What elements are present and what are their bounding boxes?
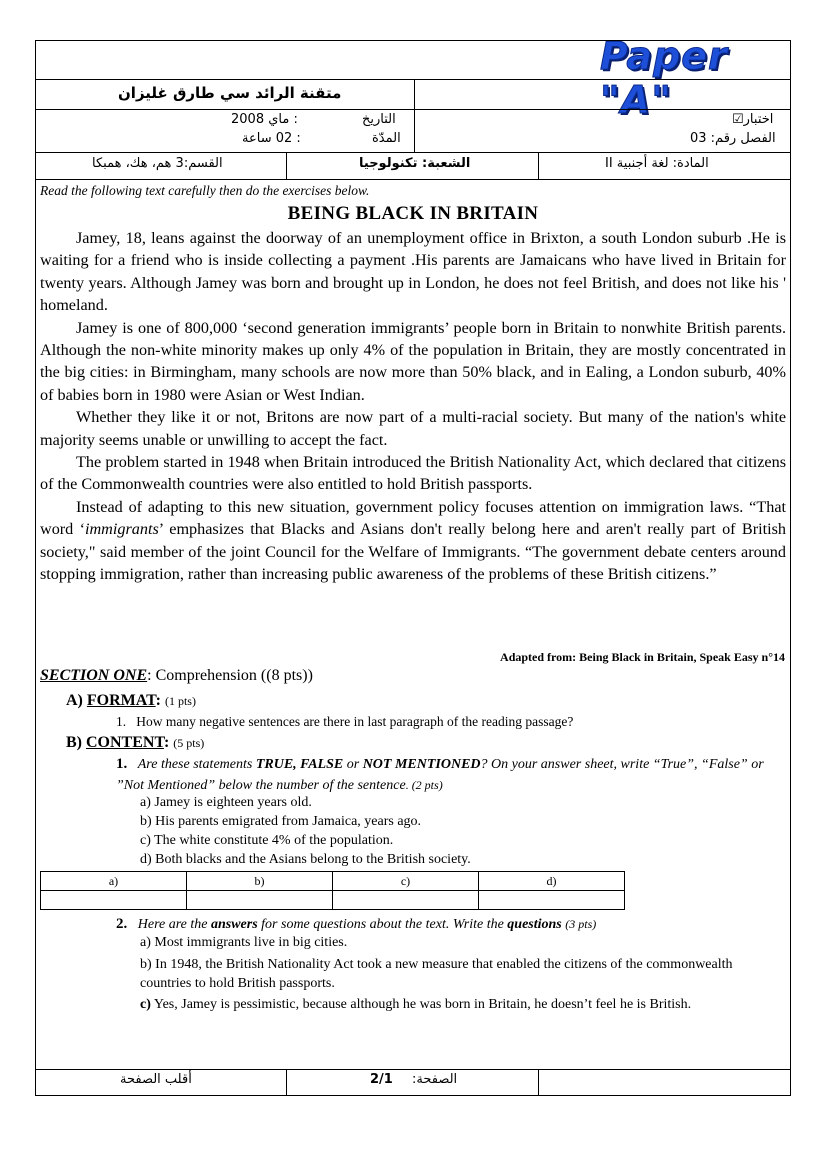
question-number: 1. — [116, 756, 128, 772]
section-one-heading — [40, 667, 313, 685]
exam-type-label: اختبار — [743, 112, 774, 127]
format-heading: A) FORMAT: (1 pts) — [66, 692, 196, 709]
paragraph: Jamey, 18, leans against the doorway of an unemployment office in Brixton, a south London suburb .He is waiting for a friend who is inside collecting a payment .His parents are Jamaicans who have lived in Britain for twenty years. Although Jamey was born and brought up in London, he does not feel British, and does not like his ' homeland. — [40, 229, 786, 315]
content-heading: B) CONTENT: (5 pts) — [66, 734, 205, 751]
content-letter: B) — [66, 734, 82, 751]
statement: a) Jamey is eighteen years old. — [140, 795, 312, 810]
grid-header: d) — [479, 872, 625, 891]
q2-text: answers — [210, 917, 258, 932]
header-vdivider — [414, 79, 415, 152]
subject: المادة: لغة أجنبية II — [605, 156, 709, 171]
section-title: : Comprehension ((8 pts)) — [147, 667, 313, 684]
page-number: 2/1 — [370, 1072, 393, 1087]
emphasis: immigrants — [84, 520, 159, 539]
statement: c) The white constitute 4% of the population. — [140, 833, 394, 848]
paragraph-part: ’ emphasizes that Blacks and Asians don't really belong here and aren't really part of British society," said member of the joint Council for the Welfare of Immigrants. “The government debate centers around stopping immigration, rather than increasing public awareness of the problems of these British citizens.” — [40, 520, 786, 584]
stream: الشعبة: تكنولوجيا — [359, 156, 471, 171]
content-label: CONTENT — [86, 734, 164, 751]
statement: d) Both blacks and the Asians belong to the British society. — [140, 852, 471, 867]
answer-item — [140, 995, 760, 1014]
question-number: 1. — [116, 714, 127, 729]
answer-text: Yes, Jamey is pessimistic, because although he was born in Britain, he doesn’t feel he is British. — [153, 997, 692, 1012]
q1-text: or — [343, 757, 363, 772]
answer-cell[interactable] — [41, 891, 187, 910]
paper-a-logo: Paper "A" — [600, 34, 728, 122]
q1-points: . (2 pts) — [405, 778, 443, 792]
answer-item: b) In 1948, the British Nationality Act took a new measure that enabled the citizens of the commonwealth countries to hold British passports. — [140, 957, 733, 991]
question-number: 2. — [116, 916, 128, 932]
header-vdivider — [286, 152, 287, 179]
exam-type — [732, 112, 773, 127]
date-value: : ماي 2008 — [231, 112, 298, 127]
paragraph-part: Instead of adapting to this new situation, government policy focuses attention on immigration laws. “That word ‘ — [40, 497, 786, 539]
q1-text: NOT MENTIONED — [362, 757, 481, 772]
answer-letter: c) — [140, 997, 151, 1012]
q1-instruction — [116, 754, 766, 796]
q1-text: Are these statements — [137, 757, 256, 772]
q2-text: Here are the — [137, 917, 211, 932]
q2-instruction — [116, 914, 596, 935]
duration-label: المدّة — [372, 131, 401, 146]
format-label: FORMAT — [86, 692, 156, 709]
paragraph: Whether they like it or not, Britons are now part of a multi-racial society. But many of the nation's white majority seems unable or unwilling to accept the fact. — [40, 408, 786, 449]
checkbox-icon: ☑ — [732, 112, 744, 127]
answer-cell[interactable] — [479, 891, 625, 910]
page-label: الصفحة: — [412, 1072, 458, 1087]
section-label: SECTION ONE — [40, 667, 148, 684]
q1-text: TRUE, FALSE — [255, 757, 344, 772]
instruction: Read the following text carefully then do the exercises below. — [40, 183, 370, 198]
q2-text: questions — [507, 917, 562, 932]
grid-header: c) — [333, 872, 479, 891]
term-number: الفصل رقم: 03 — [690, 131, 776, 146]
format-question — [116, 714, 573, 730]
q2-text: for some questions about the text. Write the — [257, 917, 508, 932]
header-vdivider — [538, 152, 539, 179]
date-label: التاريخ — [362, 112, 396, 127]
q1-text: ? On your answer sheet, write “True”, “False” or ”Not Mentioned” below the number of the sentence — [116, 757, 764, 793]
answer-cell[interactable] — [187, 891, 333, 910]
format-points: (1 pts) — [164, 694, 196, 708]
class-section: القسم:3 هم، هك، همبكا — [92, 156, 223, 171]
footer-divider — [35, 1069, 791, 1070]
answer-cell[interactable] — [333, 891, 479, 910]
grid-header: a) — [41, 872, 187, 891]
statement: b) His parents emigrated from Jamaica, years ago. — [140, 814, 422, 829]
paragraph: Jamey is one of 800,000 ‘second generation immigrants’ people born in Britain to nonwhite British parents. Although the non-white minority makes up only 4% of the population in Britain, they are mostly concentrated in the big cities: in Birmingham, many schools are now more than 50% black, and in Ealing, a London suburb, 40% of babies born in 1980 were Asian or West Indian. — [40, 318, 786, 404]
grid-header: b) — [187, 872, 333, 891]
footer-vdivider — [286, 1069, 287, 1096]
header-divider — [35, 79, 791, 80]
content-points: (5 pts) — [173, 736, 205, 750]
header-divider — [35, 179, 791, 180]
answer-grid — [40, 871, 625, 910]
reading-passage — [40, 227, 786, 586]
q2-points: (3 pts) — [565, 917, 597, 931]
format-letter: A) — [66, 692, 83, 709]
header-divider — [35, 109, 791, 110]
turn-page: أقلب الصفحة — [120, 1072, 192, 1087]
passage-source: Adapted from: Being Black in Britain, Speak Easy n°14 — [500, 650, 785, 664]
school-name: متقنة الرائد سي طارق غليزان — [118, 84, 342, 102]
footer-vdivider — [538, 1069, 539, 1096]
paragraph: The problem started in 1948 when Britain introduced the British Nationality Act, which declared that citizens of the Commonwealth countries were also entitled to hold British passports. — [40, 453, 786, 494]
paragraph — [40, 496, 786, 586]
duration-value: : 02 ساعة — [242, 131, 301, 146]
passage-title: BEING BLACK IN BRITAIN — [287, 203, 539, 224]
question-text: How many negative sentences are there in last paragraph of the reading passage? — [136, 714, 574, 729]
answer-item: a) Most immigrants live in big cities. — [140, 935, 348, 950]
header-divider — [35, 152, 791, 153]
